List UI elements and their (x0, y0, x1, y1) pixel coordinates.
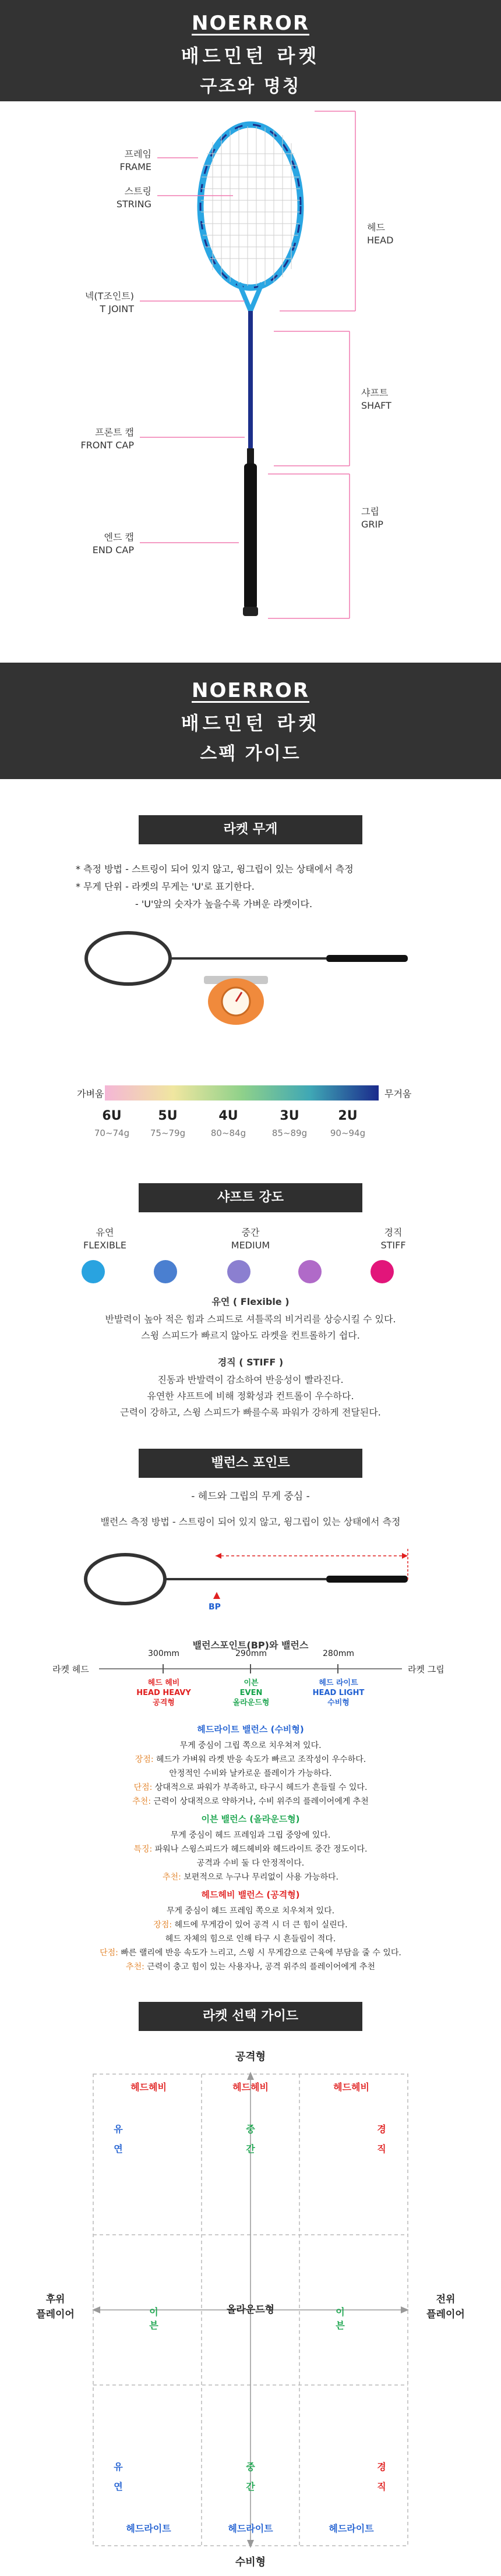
shaft-section-title: 샤프트 강도 (139, 1183, 362, 1212)
spec-subtitle: 스펙 가이드 (200, 744, 301, 764)
grid-hl-bottom-right: 헤드라이트 (329, 2523, 374, 2534)
flex-desc-1: 반발력이 높아 적은 힘과 스피드로 셔틀콕의 비거리를 상승시킬 수 있다. (105, 1314, 396, 1325)
head-light-description: 헤드라이트 밸런스 (수비형) 무게 중심이 그립 쪽으로 치우쳐져 있다. 장점: 헤드가 가벼워 라켓 반응 속도가 빠르고 조작성이 우수하다. 안정적인 수비와 날카로운 플레이가 가능하다. 단점: 상대적으로 파워가 부족하고, 타구시 헤드가 흔들릴 수 있다. 추천: 근력이 상대적으로 약하거나, 수비 위주의 플레이어에게 추천 (132, 1724, 369, 1806)
weight-unit-2u: 2U 90~94g (330, 1109, 366, 1138)
weight-racket-image (82, 920, 425, 1036)
weight-unit-4u: 4U 80~84g (210, 1109, 246, 1138)
flex-desc-2: 스윙 스피드가 빠르지 않아도 라켓을 컨트롤하기 쉽다. (141, 1330, 360, 1341)
grid-hl-bottom-center: 헤드라이트 (228, 2523, 273, 2534)
grid-stiff-top: 경 직 (377, 2124, 386, 2154)
scale-icon (204, 976, 268, 1025)
label-head: 헤드 HEAD (367, 222, 394, 246)
balance-chart-title: 밸런스포인트(BP)와 밸런스 (192, 1640, 309, 1651)
header-subtitle: 구조와 명칭 (200, 76, 301, 97)
weight-section-title: 라켓 무게 (139, 815, 362, 844)
brand-logo: NOERROR (191, 12, 310, 35)
weight-unit-5u: 5U 75~79g (150, 1109, 186, 1138)
grid-even-right: 이븐 (336, 2306, 358, 2331)
grid-hh-top-left: 헤드헤비 (130, 2082, 167, 2093)
mm-280: 280mm (323, 1649, 354, 1658)
bp-marker-label: BP (209, 1602, 221, 1612)
label-endcap: 엔드 캡 END CAP (92, 532, 134, 555)
brand-logo-2: NOERROR (191, 679, 310, 702)
weight-notes: * 측정 방법 - 스트링이 되어 있지 않고, 윙그립이 있는 상태에서 측정 * 무게 단위 - 라켓의 무게는 'U'로 표기한다. - 'U'앞의 숫자가 높을수록 가벼운 라켓이다. (76, 864, 354, 910)
weight-unit-6u: 6U 70~74g (94, 1109, 130, 1138)
rear-player-label: 후위 플레이어 (36, 2294, 75, 2320)
shaft-flexible-label: 유연 FLEXIBLE (83, 1227, 126, 1251)
weight-unit-3u: 3U 85~89g (271, 1109, 308, 1138)
spec-header (0, 663, 501, 779)
stiffness-dot-2 (154, 1260, 177, 1283)
front-player-label: 전위 플레이어 (426, 2294, 465, 2320)
grid-hh-top-right: 헤드헤비 (333, 2082, 369, 2093)
grid-mid-bottom: 중 간 (246, 2461, 255, 2492)
grid-stiff-bottom: 경 직 (377, 2461, 386, 2492)
attack-type-label: 공격형 (235, 2051, 266, 2063)
balance-section-title: 밸런스 포인트 (139, 1449, 362, 1478)
stiff-heading: 경직 ( STIFF ) (217, 1357, 284, 1368)
head-heavy-description: 헤드헤비 밸런스 (공격형) 무게 중심이 헤드 프레임 쪽으로 치우쳐져 있다. 장점: 헤드에 무게감이 있어 공격 시 더 큰 힘이 실린다. 헤드 자체의 힘으로 인해 타구 시 흔들림이 적다. 단점: 빠른 랠리에 반응 속도가 느리고, 스윙 시 무게감으로 근육에 부담을 줄 수 있다. 추천: 근력이 충고 힘이 있는 사용자나, 공격 위주의 플레이어에게 추천 (100, 1889, 401, 1972)
weight-gradient-bar (105, 1085, 379, 1101)
balance-head-heavy: 헤드 헤비 HEAD HEAVY 공격형 (136, 1679, 191, 1707)
flex-heading: 유연 ( Flexible ) (211, 1296, 290, 1307)
balance-head-light: 헤드 라이트 HEAD LIGHT 수비형 (312, 1679, 365, 1707)
grid-even-left: 이븐 (149, 2306, 171, 2331)
racket-grip-end: 라켓 그립 (408, 1664, 444, 1675)
grid-hh-top-center: 헤드헤비 (232, 2082, 269, 2093)
balance-even: 이븐 EVEN 올라운드형 (232, 1679, 270, 1707)
grid-flex-bottom: 유 연 (114, 2461, 123, 2492)
shaft-medium-label: 중간 MEDIUM (231, 1227, 270, 1251)
structure-header (0, 0, 501, 101)
shaft-stiff-label: 경직 STIFF (380, 1227, 406, 1251)
mm-290: 290mm (235, 1649, 267, 1658)
balance-racket-image (82, 1543, 431, 1630)
even-description: 이븐 밸런스 (올라운드형) 무게 중심이 헤드 프레임과 그립 중앙에 있다. 특징: 파워나 스윙스피드가 헤드헤비와 헤드라이트 중간 정도이다. 공격과 수비 둘 다 안정적이다. 추천: 보편적으로 누구나 무리없이 사용 가능하다. (133, 1814, 368, 1882)
stiffness-dot-4 (298, 1260, 322, 1283)
label-tjoint: 넥(T조인트) T JOINT (84, 291, 134, 314)
grid-flex-top: 유 연 (114, 2124, 123, 2154)
mm-300: 300mm (148, 1649, 179, 1658)
balance-subtitle: - 헤드와 그립의 무게 중심 - (191, 1491, 310, 1502)
spec-title: 배드민턴 라켓 (181, 712, 320, 734)
label-frontcap: 프론트 캡 FRONT CAP (80, 427, 134, 451)
select-section-title: 라켓 선택 가이드 (139, 2002, 362, 2031)
stiffness-dot-5 (371, 1260, 394, 1283)
label-shaft: 샤프트 SHAFT (361, 387, 391, 411)
defense-type-label: 수비형 (235, 2556, 266, 2568)
stiff-desc-3: 근력이 강하고, 스윙 스피드가 빠를수록 파워가 강하게 전달된다. (120, 1407, 381, 1418)
grid-hl-bottom-left: 헤드라이트 (126, 2523, 171, 2534)
stiffness-dot-1 (82, 1260, 105, 1283)
stiff-desc-2: 유연한 샤프트에 비해 정확성과 컨트롤이 우수하다. (147, 1390, 354, 1402)
heavy-label: 무거움 (384, 1088, 412, 1099)
grid-center-allround: 올라운드형 (226, 2304, 275, 2316)
stiffness-dot-3 (227, 1260, 250, 1283)
racket-head-end: 라켓 헤드 (52, 1664, 89, 1675)
label-frame: 프레임 FRAME (119, 148, 151, 172)
stiff-desc-1: 진동과 반발력이 감소하여 반응성이 빨라진다. (157, 1374, 344, 1385)
label-string: 스트링 STRING (116, 186, 151, 210)
header-title: 배드민턴 라켓 (181, 45, 320, 67)
light-label: 가벼움 (77, 1088, 104, 1099)
balance-note: 밸런스 측정 방법 - 스트링이 되어 있지 않고, 윙그립이 있는 상태에서 측정 (100, 1516, 401, 1527)
label-grip: 그립 GRIP (361, 506, 383, 530)
grid-mid-top: 중 간 (246, 2124, 255, 2154)
